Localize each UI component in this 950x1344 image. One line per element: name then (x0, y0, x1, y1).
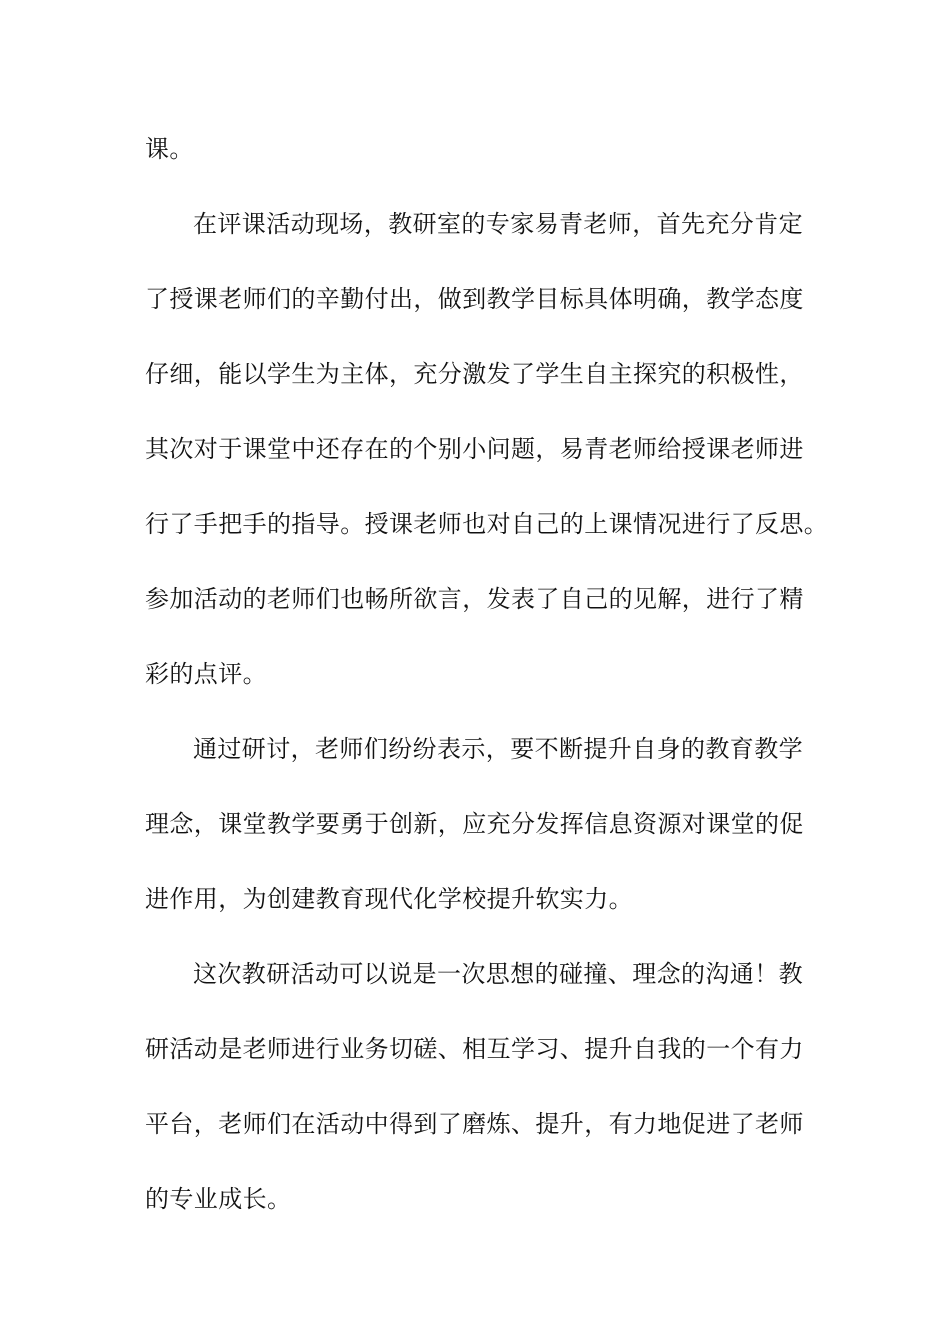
paragraph-start-line: 在评课活动现场，教研室的专家易青老师，首先充分肯定 (193, 210, 803, 238)
text-line: 参加活动的老师们也畅所欲言，发表了自己的见解，进行了精 (145, 585, 804, 613)
text-line: 其次对于课堂中还存在的个别小问题，易青老师给授课老师进 (145, 435, 804, 463)
text-line: 理念，课堂教学要勇于创新，应充分发挥信息资源对课堂的促 (145, 810, 804, 838)
text-line: 行了手把手的指导。授课老师也对自己的上课情况进行了反思。 (145, 510, 829, 538)
text-line: 研活动是老师进行业务切磋、相互学习、提升自我的一个有力 (145, 1035, 804, 1063)
text-line: 了授课老师们的辛勤付出，做到教学目标具体明确，教学态度 (145, 285, 804, 313)
paragraph-start-line: 这次教研活动可以说是一次思想的碰撞、理念的沟通！教 (193, 960, 803, 988)
text-line: 仔细，能以学生为主体，充分激发了学生自主探究的积极性， (145, 360, 804, 388)
text-line: 的专业成长。 (145, 1185, 292, 1213)
text-line: 彩的点评。 (145, 660, 267, 688)
text-line: 课。 (145, 135, 194, 163)
text-line: 平台，老师们在活动中得到了磨炼、提升，有力地促进了老师 (145, 1110, 804, 1138)
paragraph-start-line: 通过研讨，老师们纷纷表示，要不断提升自身的教育教学 (193, 735, 803, 763)
text-line: 进作用，为创建教育现代化学校提升软实力。 (145, 885, 633, 913)
